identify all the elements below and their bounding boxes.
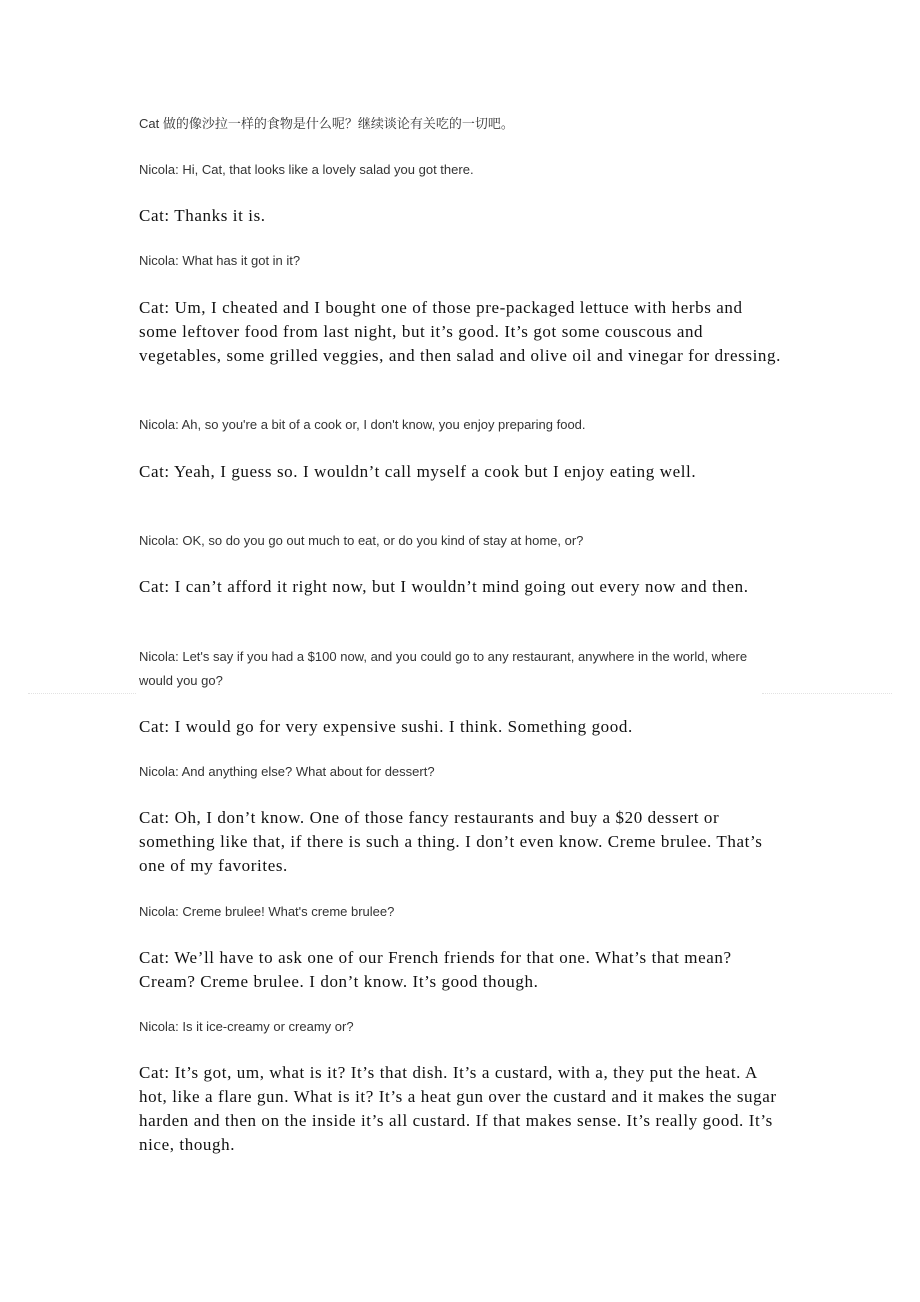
dialogue-line-nicola: Nicola: And anything else? What about for dessert? — [139, 764, 435, 779]
dialogue-line-cat: Cat: Yeah, I guess so. I wouldn’t call myself a cook but I enjoy eating well. — [139, 462, 697, 481]
dialogue-line-nicola: Nicola: Is it ice-creamy or creamy or? — [139, 1019, 354, 1034]
dialogue-line-nicola: Nicola: What has it got in it? — [139, 253, 301, 268]
divider-left — [28, 693, 136, 694]
divider-right — [762, 693, 892, 694]
dialogue-line-cat: Cat: Thanks it is. — [139, 206, 266, 225]
intro-text: Cat 做的像沙拉一样的食物是什么呢？继续谈论有关吃的一切吧。 — [139, 116, 514, 131]
dialogue-line-cat: Cat: We’ll have to ask one of our French friends for that one. What’s that mean? Cream? Creme brulee. I don’t know. It’s good though. — [139, 948, 732, 991]
dialogue-line-nicola: Nicola: Let's say if you had a $100 now, and you could go to any restaurant, anywhere in the world, where would you go? — [139, 649, 748, 688]
dialogue-line-cat: Cat: I would go for very expensive sushi. I think. Something good. — [139, 717, 633, 736]
dialogue-line-nicola: Nicola: Creme brulee! What's creme brulee? — [139, 904, 395, 919]
dialogue-line-nicola: Nicola: Ah, so you're a bit of a cook or, I don't know, you enjoy preparing food. — [139, 417, 586, 432]
dialogue-line-cat: Cat: Um, I cheated and I bought one of those pre-packaged lettuce with herbs and some leftover food from last night, but it’s good. It’s got some couscous and vegetables, some grilled veggies, and then salad and olive oil and vinegar for dressing. — [139, 298, 781, 365]
dialogue-line-cat: Cat: Oh, I don’t know. One of those fancy restaurants and buy a $20 dessert or something like that, if there is such a thing. I don’t even know. Creme brulee. That’s one of my favorites. — [139, 808, 763, 875]
dialogue-line-nicola: Nicola: OK, so do you go out much to eat, or do you kind of stay at home, or? — [139, 533, 584, 548]
dialogue-line-cat: Cat: It’s got, um, what is it? It’s that dish. It’s a custard, with a, they put the heat. A hot, like a flare gun. What is it? It’s a heat gun over the custard and it makes the sugar harden and then on the inside it’s all custard. If that makes sense. It’s really good. It’s nice, though. — [139, 1063, 777, 1154]
dialogue-line-nicola: Nicola: Hi, Cat, that looks like a lovely salad you got there. — [139, 162, 474, 177]
dialogue-line-cat: Cat: I can’t afford it right now, but I wouldn’t mind going out every now and then. — [139, 577, 749, 596]
